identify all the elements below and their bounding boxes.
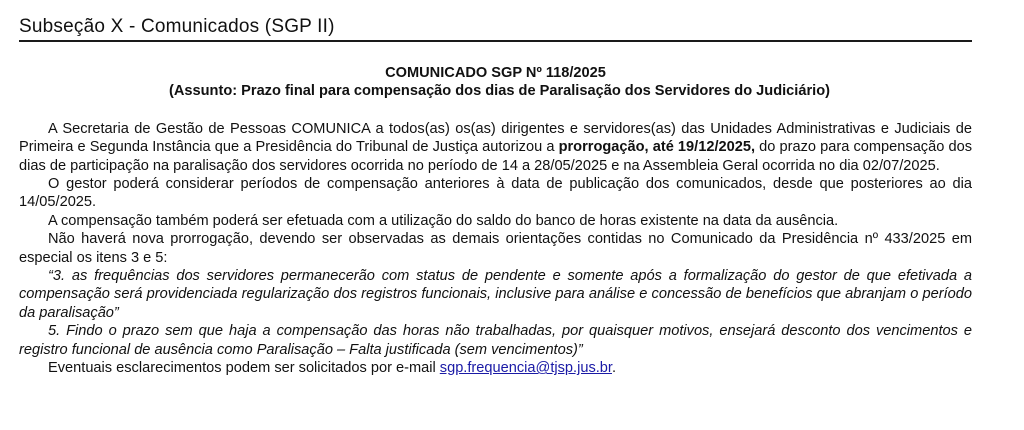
communique-subject: (Assunto: Prazo final para compensação dos dias de Paralisação dos Servidores do Judiciário) — [169, 83, 830, 100]
paragraph-contact-intro: Eventuais esclarecimentos podem ser solicitados por e-mail — [48, 360, 440, 377]
paragraph-manager-periods: O gestor poderá considerar períodos de compensação anteriores à data de publicação dos comunicados, desde que posteriores ao dia 14/05/2025. — [19, 176, 972, 211]
paragraph-announcement-rest: do prazo para compensação dos dias de participação na paralisação dos servidores ocorrida no período de 14 a 28/05/2025 e na Assembleia Geral ocorrida no dia 02/07/2025. — [19, 139, 972, 174]
paragraph-no-extension: Não haverá nova prorrogação, devendo ser observadas as demais orientações contidas no Comunicado da Presidência nº 433/2025 em especial os itens 3 e 5: — [19, 231, 972, 266]
paragraph-contact — [19, 359, 972, 377]
section-title: Subseção X - Comunicados (SGP II) — [19, 16, 335, 37]
email-link[interactable]: sgp.frequencia@tjsp.jus.br — [439, 360, 612, 377]
paragraph-contact-end: . — [611, 360, 617, 377]
paragraph-announcement-intro: A Secretaria de Gestão de Pessoas COMUNICA a todos(as) os(as) dirigentes e servidores(as) das Unidades Administrativas e Judiciais de Primeira e Segunda Instância que a Presidência do Tribunal de Justiça autorizou a — [19, 120, 972, 156]
paragraph-hour-bank: A compensação também poderá ser efetuada com a utilização do saldo do banco de horas existente na data da ausência. — [48, 212, 839, 229]
extension-deadline: prorrogação, até 19/12/2025, — [558, 139, 756, 156]
communique-title: COMUNICADO SGP Nº 118/2025 — [385, 65, 606, 81]
communique-document — [19, 64, 972, 378]
spacer — [19, 101, 972, 120]
quote-item-5: 5. Findo o prazo sem que haja a compensação das horas não trabalhadas, por quaisquer motivos, ensejará desconto dos vencimentos e registro funcional de ausência como Paralisação – Falta justificada (sem vencimentos)” — [19, 323, 972, 358]
quote-item-3: “3. as frequências dos servidores permanecerão com status de pendente e somente após a formalização do gestor de que efetivada a compensação será providenciada regularização dos registros funcionais, inclusive para análise e concessão de benefícios que abranjam o período da paralisação” — [19, 268, 972, 321]
section-header — [19, 14, 972, 42]
paragraph-announcement — [19, 120, 972, 175]
